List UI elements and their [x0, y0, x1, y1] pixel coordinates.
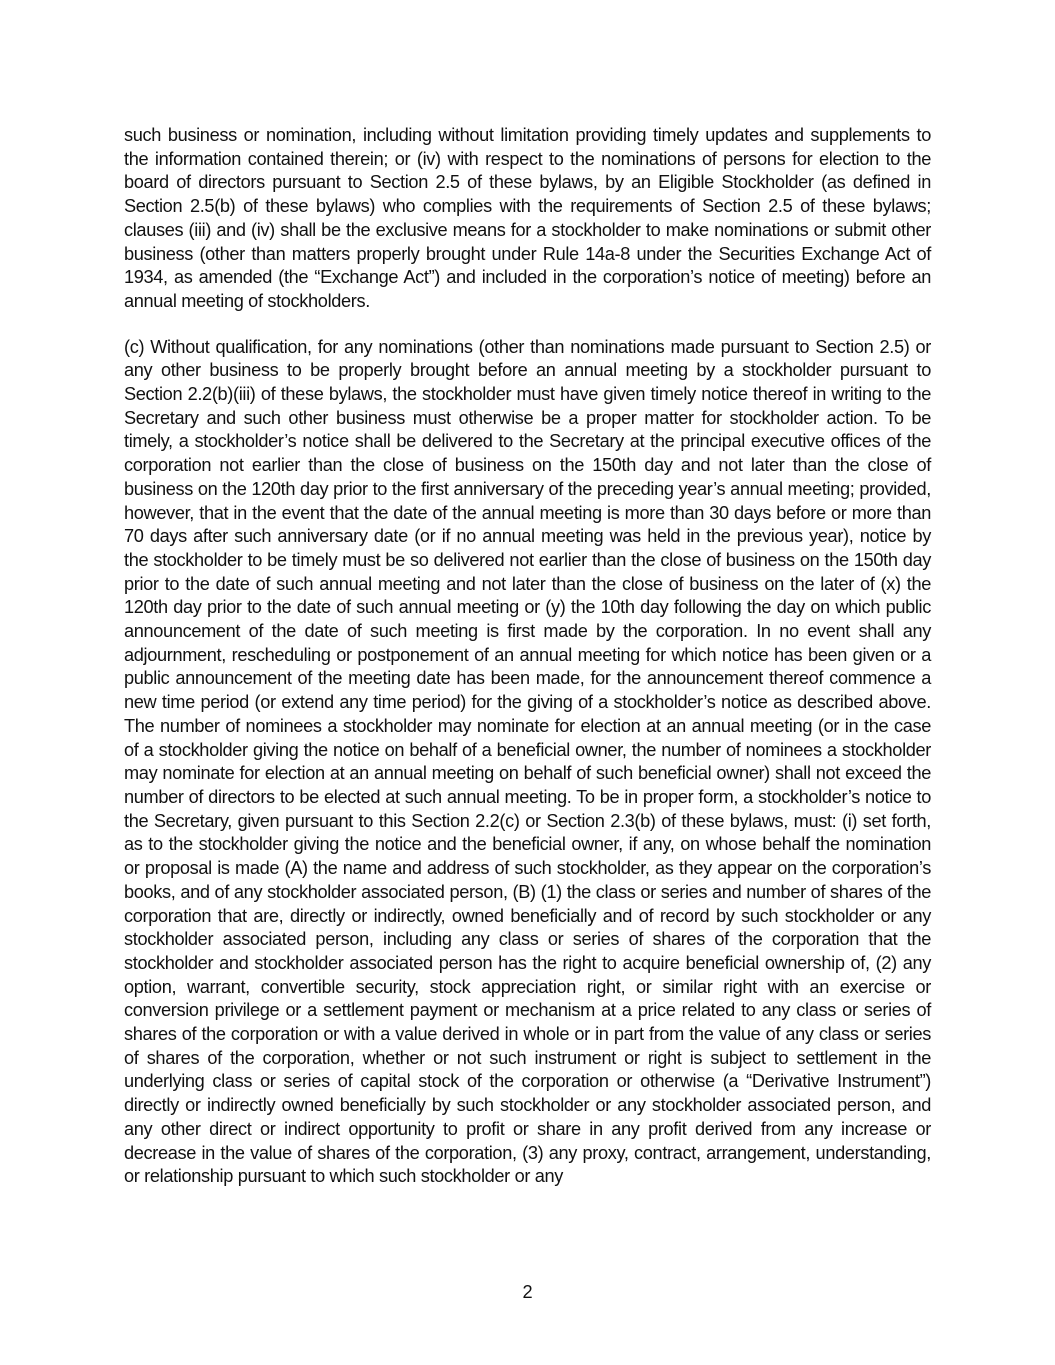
page-number: 2 — [522, 1282, 533, 1302]
document-body — [124, 124, 931, 1189]
paragraph-continuation: such business or nomination, including without limitation providing timely updates and supplements to the information contained therein; or (iv) with respect to the nominations of persons for election to the board of directors pursuant to Section 2.5 of these bylaws, by an Eligible Stockholder (as defined in Section 2.5(b) of these bylaws) who complies with the requirements of Section 2.5 of these bylaws; clauses (iii) and (iv) shall be the exclusive means for a stockholder to make nominations or submit other business (other than matters properly brought under Rule 14a-8 under the Securities Exchange Act of 1934, as amended (the “Exchange Act”) and included in the corporation’s notice of meeting) before an annual meeting of stockholders. — [124, 125, 931, 311]
paragraph-section-c: (c) Without qualification, for any nominations (other than nominations made pursuant to Section 2.5) or any other business to be properly brought before an annual meeting by a stockholder pursuant to Section 2.2(b)(iii) of these bylaws, the stockholder must have given timely notice thereof in writing to the Secretary and such other business must otherwise be a proper matter for stockholder action. To be timely, a stockholder’s notice shall be delivered to the Secretary at the principal executive offices of the corporation not earlier than the close of business on the 150th day and not later than the close of business on the 120th day prior to the first anniversary of the preceding year’s annual meeting; provided, however, that in the event that the date of the annual meeting is more than 30 days before or more than 70 days after such anniversary date (or if no annual meeting was held in the previous year), notice by the stockholder to be timely must be so delivered not earlier than the close of business on the 150th day prior to the date of such annual meeting and not later than the close of business on the later of (x) the 120th day prior to the date of such annual meeting or (y) the 10th day following the day on which public announcement of the date of such meeting is first made by the corporation. In no event shall any adjournment, rescheduling or postponement of an annual meeting for which notice has been given or a public announcement of the meeting date has been made, for the announcement thereof commence a new time period (or extend any time period) for the giving of a stockholder’s notice as described above. The number of nominees a stockholder may nominate for election at an annual meeting (or in the case of a stockholder giving the notice on behalf of a beneficial owner, the number of nominees a stockholder may nominate for election at an annual meeting on behalf of such beneficial owner) shall not exceed the number of directors to be elected at such annual meeting. To be in proper form, a stockholder’s notice to the Secretary, given pursuant to this Section 2.2(c) or Section 2.3(b) of these bylaws, must: (i) set forth, as to the stockholder giving the notice and the beneficial owner, if any, on whose behalf the nomination or proposal is made (A) the name and address of such stockholder, as they appear on the corporation’s books, and of any stockholder associated person, (B) (1) the class or series and number of shares of the corporation that are, directly or indirectly, owned beneficially and of record by such stockholder or any stockholder associated person, including any class or series of shares of the corporation that the stockholder and stockholder associated person has the right to acquire beneficial ownership of, (2) any option, warrant, convertible security, stock appreciation right, or similar right with an exercise or conversion privilege or a settlement payment or mechanism at a price related to any class or series of shares of the corporation or with a value derived in whole or in part from the value of any class or series of shares of the corporation, whether or not such instrument or right is subject to settlement in the underlying class or series of capital stock of the corporation or otherwise (a “Derivative Instrument”) directly or indirectly owned beneficially by such stockholder or any stockholder associated person, and any other direct or indirect opportunity to profit or share in any profit derived from any increase or decrease in the value of shares of the corporation, (3) any proxy, contract, arrangement, understanding, or relationship pursuant to which such stockholder or any — [124, 336, 931, 1187]
